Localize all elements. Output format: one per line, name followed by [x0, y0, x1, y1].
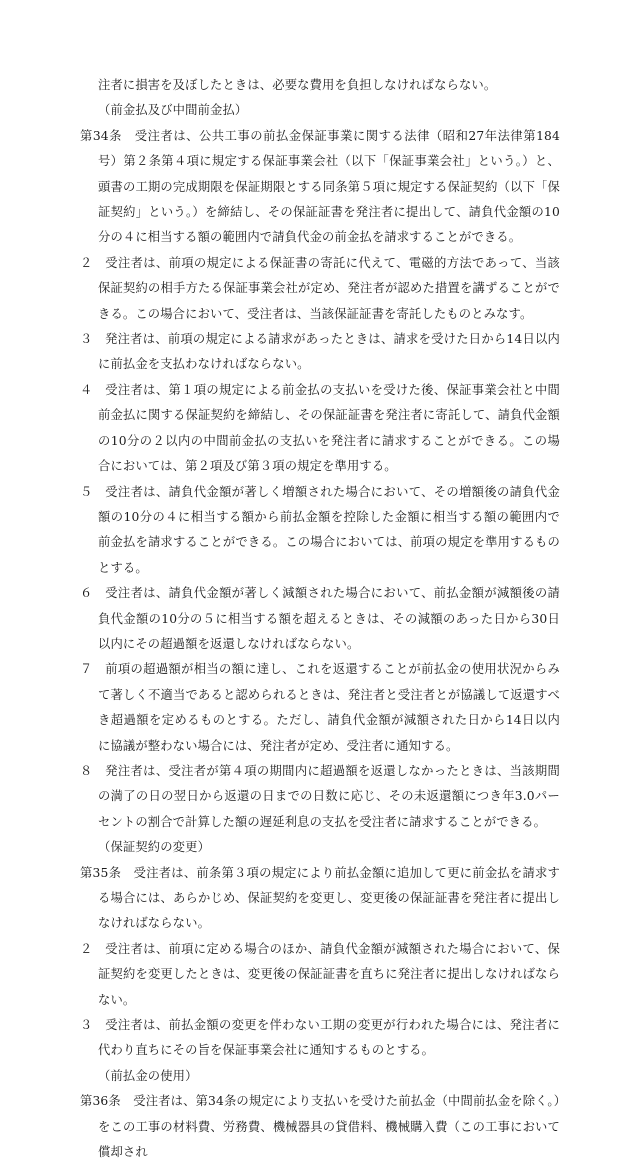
article-34: 第34条 受注者は、公共工事の前払金保証事業に関する法律（昭和27年法律第184号）第２条第４項に規定する保証事業会社（以下「保証事業会社」という。）と、頭書の工期の完成期限を保証期限とする同条第５項に規定する保証契約（以下「保証契約」という。）を締結し、その保証証書を発注者に提出して、請負代金額の10分の４に相当する額の範囲内で請負代金の前金払を請求することができる。: [80, 128, 560, 245]
section-heading: （前払金の使用）: [98, 1068, 198, 1083]
section-heading: （前金払及び中間前金払）: [98, 103, 248, 118]
article-36: 第36条 受注者は、第34条の規定により支払いを受けた前払金（中間前払金を除く。）をこの工事の材料費、労務費、機械器具の貸借料、機械購入費（この工事において償却され: [80, 1094, 560, 1160]
article-34-item-3: ３ 発注者は、前項の規定による請求があったときは、請求を受けた日から14日以内に前払金を支払わなければならない。: [80, 332, 560, 372]
section-heading: （保証契約の変更）: [98, 840, 211, 855]
article-35-item-3: ３ 受注者は、前払金額の変更を伴わない工期の変更が行われた場合には、発注者に代わり直ちにその旨を保証事業会社に通知するものとする。: [80, 1018, 560, 1058]
article-34-item-6: ６ 受注者は、請負代金額が著しく減額された場合において、前払金額が減額後の請負代金額の10分の５に相当する額を超えるときは、その減額のあった日から30日以内にその超過額を返還しなければならない。: [80, 586, 560, 651]
article-35: 第35条 受注者は、前条第３項の規定により前払金額に追加して更に前金払を請求する場合には、あらかじめ、保証契約を変更し、変更後の保証証書を発注者に提出しなければならない。: [80, 865, 560, 931]
article-34-item-5: ５ 受注者は、請負代金額が著しく増額された場合において、その増額後の請負代金額の10分の４に相当する額から前払金額を控除した金額に相当する額の範囲内で前金払を請求することができる。この場合においては、前項の規定を準用するものとする。: [80, 484, 560, 575]
article-34-item-2: ２ 受注者は、前項の規定による保証書の寄託に代えて、電磁的方法であって、当該保証契約の相手方たる保証事業会社が定め、発注者が認めた措置を講ずることができる。この場合において、受注者は、当該保証証書を寄託したものとみなす。: [80, 255, 560, 321]
article-35-item-2: ２ 受注者は、前項に定める場合のほか、請負代金額が減額された場合において、保証契約を変更したときは、変更後の保証証書を直ちに発注者に提出しなければならない。: [80, 941, 560, 1007]
article-34-item-4: ４ 受注者は、第１項の規定による前金払の支払いを受けた後、保証事業会社と中間前金払に関する保証契約を締結し、その保証証書を発注者に寄託して、請負代金額の10分の２以内の中間前金払の支払いを発注者に請求することができる。この場合においては、第２項及び第３項の規定を準用する。: [80, 382, 560, 474]
article-34-item-8: ８ 発注者は、受注者が第４項の期間内に超過額を返還しなかったときは、当該期間の満了の日の翌日から返還の日までの日数に応じ、その未返還額につき年3.0パーセントの割合で計算した額の遅延利息の支払を受注者に請求することができる。: [80, 763, 560, 829]
article-34-item-7: ７ 前項の超過額が相当の額に達し、これを返還することが前払金の使用状況からみて著しく不適当であると認められるときは、発注者と受注者とが協議して返還すべき超過額を定めるものとする。ただし、請負代金額が減額された日から14日以内に協議が整わない場合には、発注者が定め、受注者に通知する。: [80, 662, 560, 753]
continued-paragraph: 注者に損害を及ぼしたときは、必要な費用を負担しなければならない。: [98, 78, 497, 92]
document-body: [80, 73, 560, 1165]
